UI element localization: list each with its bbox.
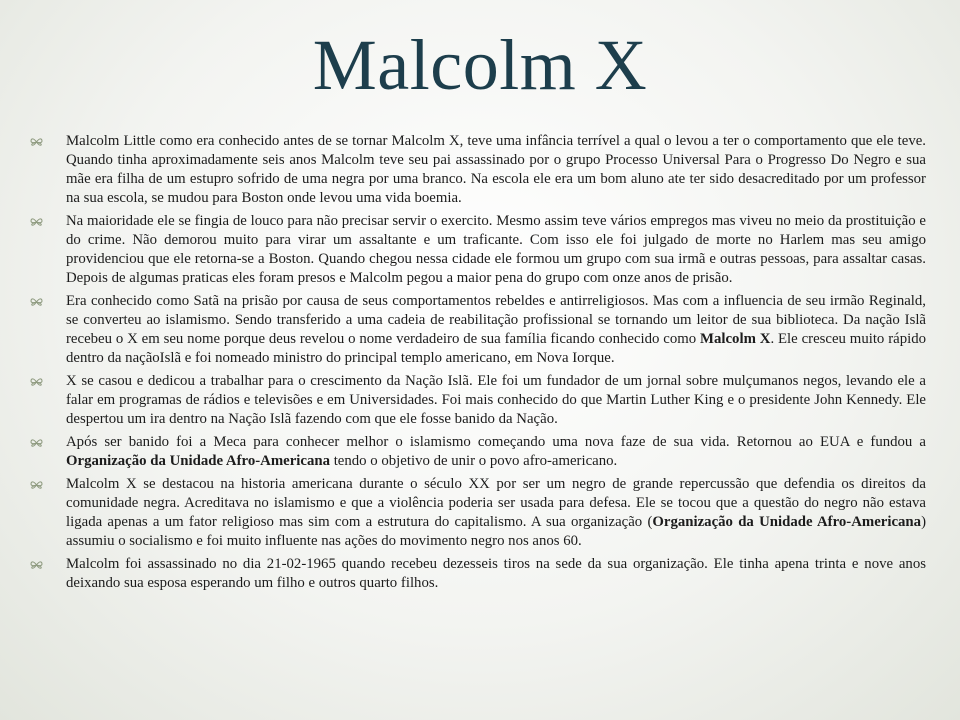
bullet-bold-text: Organização da Unidade Afro-Americana <box>652 514 922 530</box>
slide-title: Malcolm X <box>312 25 648 105</box>
quad-petal-bullet-icon <box>30 475 43 494</box>
quad-petal-bullet-icon <box>30 555 43 574</box>
bullet-text: Na maioridade ele se fingia de louco para não precisar servir o exercito. Mesmo assim teve vários empregos mas viveu no meio da prostituição e do crime. Não demorou muito para virar um assaltante e um traficante. Com isso ele foi julgado de morte no Harlem mas seu amigo providenciou que ele retorna-se a Boston. Quando chegou nessa cidade ele formou um grupo com sua irmã e outras pessoas, para assaltar casas. Depois de algumas praticas eles foram presos e Malcolm pegou a maior pena do grupo com onze anos de prisão. <box>66 213 926 286</box>
bullet-item <box>30 372 926 429</box>
bullet-list <box>30 132 926 597</box>
quad-petal-bullet-icon <box>30 212 43 231</box>
quad-petal-bullet-icon <box>30 372 43 391</box>
bullet-text: ) assumiu o socialismo e foi muito influente nas ações do movimento negro nos anos 60. <box>66 514 927 549</box>
bullet-item <box>30 292 926 368</box>
bullet-item <box>30 433 926 471</box>
quad-petal-bullet-icon <box>30 292 43 311</box>
bullet-text: Malcolm X se destacou na historia americana durante o século XX por ser um negro de grande repercussão que defendia os direitos da comunidade negra. Acreditava no islamismo e que a violência poderia ser usada para defesa. Ele se tocou que a questão do negro não estava ligada apenas a um fator religioso mas sim com a estrutura do capitalismo. A sua organização ( <box>66 476 926 530</box>
bullet-text: Malcolm foi assassinado no dia 21-02-1965 quando recebeu dezesseis tiros na sede da sua organização. Ele tinha apena trinta e nove anos deixando sua esposa esperando um filho e outros quarto filhos. <box>66 556 926 591</box>
bullet-item <box>30 212 926 288</box>
bullet-item <box>30 475 926 551</box>
bullet-text: tendo o objetivo de unir o povo afro-americano. <box>330 453 618 469</box>
bullet-text: Após ser banido foi a Meca para conhecer melhor o islamismo começando uma nova faze de sua vida. Retornou ao EUA e fundou a <box>66 434 926 450</box>
bullet-text: Era conhecido como Satã na prisão por causa de seus comportamentos rebeldes e antirreligiosos. Mas com a influencia de seu irmão Reginald, se converteu ao islamismo. Sendo transferido a uma cadeia de reabilitação profissional se tornando um leitor de sua biblioteca. Da nação Islã recebeu o X em seu nome porque deus revelou o nome verdadeiro de sua família ficando conhecido como <box>66 293 926 347</box>
bullet-bold-text: Malcolm X <box>700 331 771 347</box>
bullet-item <box>30 555 926 593</box>
quad-petal-bullet-icon <box>30 132 43 151</box>
bullet-bold-text: Organização da Unidade Afro-Americana <box>66 453 330 469</box>
bullet-text: Malcolm Little como era conhecido antes de se tornar Malcolm X, teve uma infância terrível a qual o levou a ter o comportamento que ele teve. Quando tinha aproximadamente seis anos Malcolm teve seu pai assassinado por o grupo Processo Universal Para o Progresso Do Negro e sua mãe era filha de um estupro sofrido de uma negra por uma branco. Na escola ele era um bom aluno ate ter sido desacreditado por um professor na sua escola, se mudou para Boston onde levou uma vida boemia. <box>66 133 926 206</box>
bullet-text: . Ele cresceu muito rápido dentro da naçãoIslã e foi nomeado ministro do principal templo americano, em Nova Iorque. <box>66 331 926 366</box>
bullet-item <box>30 132 926 208</box>
quad-petal-bullet-icon <box>30 433 43 452</box>
bullet-text: X se casou e dedicou a trabalhar para o crescimento da Nação Islã. Ele foi um fundador de um jornal sobre mulçumanos negos, levando ele a falar em programas de rádios e televisões e em Universidades. Foi mais conhecido do que Martin Luther King e o presidente John Kennedy. Ele despertou um ira dentro na Nação Islã fazendo com que ele fosse banido da Nação. <box>66 373 926 427</box>
